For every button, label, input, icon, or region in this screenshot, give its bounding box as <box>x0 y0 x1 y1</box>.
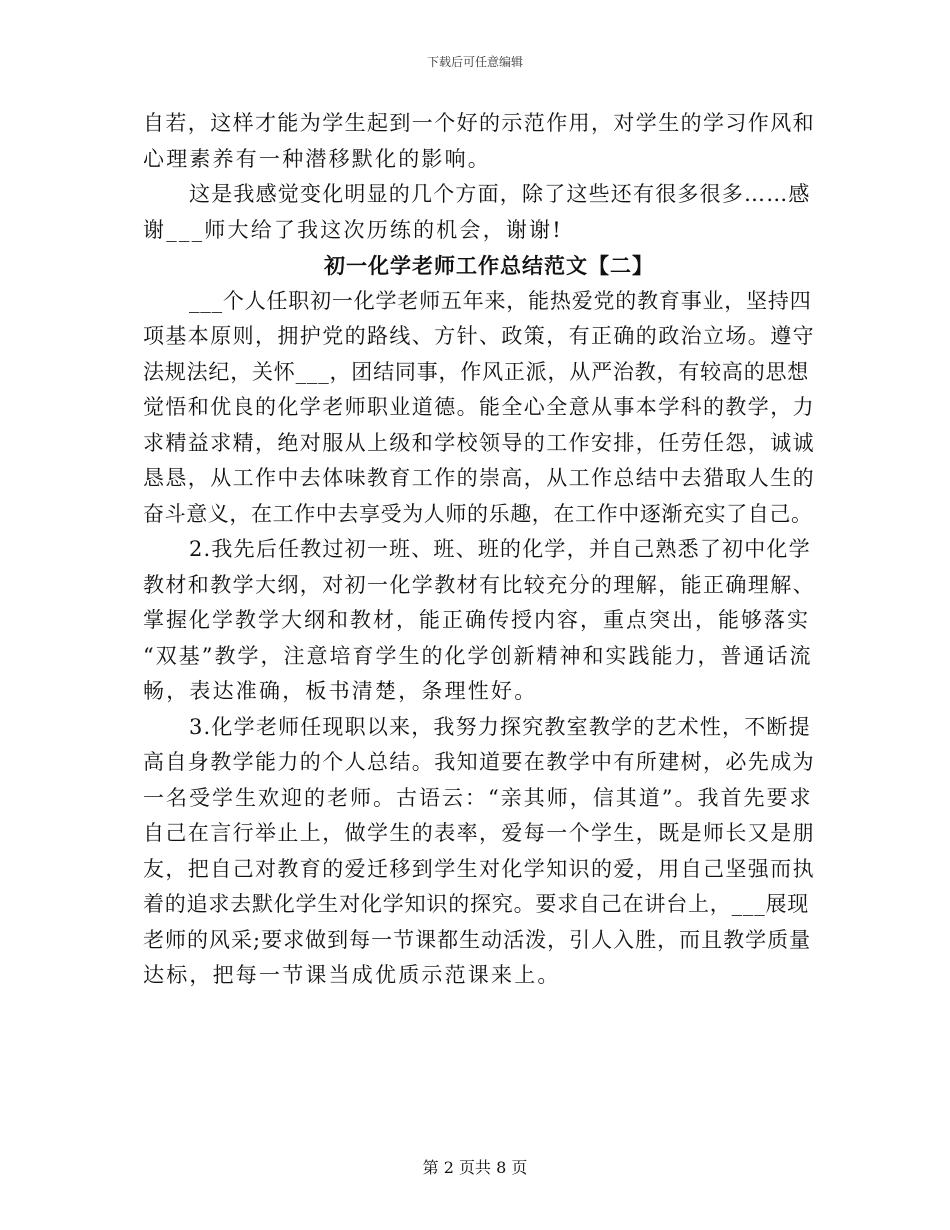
text-line: 2.我先后任教过初一班、班、班的化学，并自己熟悉了初中化学 <box>189 537 811 561</box>
text-line: 教材和教学大纲，对初一化学教材有比较充分的理解，能正确理解、 <box>143 572 815 597</box>
text-line: 自若，这样才能为学生起到一个好的示范作用，对学生的学习作风和 <box>143 111 815 135</box>
text-line: ___个人任职初一化学老师五年来，能热爱党的教育事业，坚持四 <box>189 288 812 313</box>
text-line: 友，把自己对教育的爱迁移到学生对化学知识的爱，用自己坚强而执 <box>143 856 815 881</box>
text-line: 谢___师大给了我这次历练的机会，谢谢! <box>143 217 563 242</box>
text-line: 项基本原则，拥护党的路线、方针、政策，有正确的政治立场。遵守 <box>143 324 815 348</box>
text-line: 恳恳，从工作中去体味教育工作的崇高，从工作总结中去猎取人生的 <box>143 466 815 490</box>
text-line: 自己在言行举止上，做学生的表率，爱每一个学生，既是师长又是朋 <box>143 821 815 845</box>
text-line: 高自身教学能力的个人总结。我知道要在教学中有所建树，必先成为 <box>143 750 815 774</box>
text-line: 奋斗意义，在工作中去享受为人师的乐趣，在工作中逐渐充实了自己。 <box>143 501 813 526</box>
text-line: 觉悟和优良的化学老师职业道德。能全心全意从事本学科的教学，力 <box>143 395 815 419</box>
header-note: 下载后可任意编辑 <box>426 55 523 69</box>
text-line: 心理素养有一种潜移默化的影响。 <box>143 146 491 171</box>
text-line: 掌握化学教学大纲和教材，能正确传授内容，重点突出，能够落实 <box>143 608 810 632</box>
text-line: 3.化学老师任现职以来，我努力探究教室教学的艺术性，不断提 <box>189 714 811 739</box>
text-line: 老师的风采;要求做到每一节课都生动活泼，引人入胜，而且教学质量 <box>143 927 812 952</box>
section-title: 初一化学老师工作总结范文【二】 <box>324 253 654 278</box>
text-line: 一名受学生欢迎的老师。古语云：“亲其师，信其道”。我首先要求 <box>143 785 813 810</box>
text-line: “双基”教学，注意培育学生的化学创新精神和实践能力，普通话流 <box>143 643 813 668</box>
text-line: 求精益求精，绝对服从上级和学校领导的工作安排，任劳任怨，诚诚 <box>143 430 815 455</box>
text-line: 畅，表达准确，板书清楚，条理性好。 <box>143 679 538 703</box>
document-body <box>143 106 815 994</box>
text-line: 达标，把每一节课当成优质示范课来上。 <box>143 963 561 987</box>
text-line: 法规法纪，关怀___，团结同事，作风正派，从严治教，有较高的思想 <box>143 359 810 384</box>
page-number: 第 2 页共 8 页 <box>422 1158 528 1177</box>
text-line: 着的追求去默化学生对化学知识的探究。要求自己在讲台上，___展现 <box>143 892 810 916</box>
text-line: 这是我感觉变化明显的几个方面，除了这些还有很多很多……感 <box>189 182 811 206</box>
